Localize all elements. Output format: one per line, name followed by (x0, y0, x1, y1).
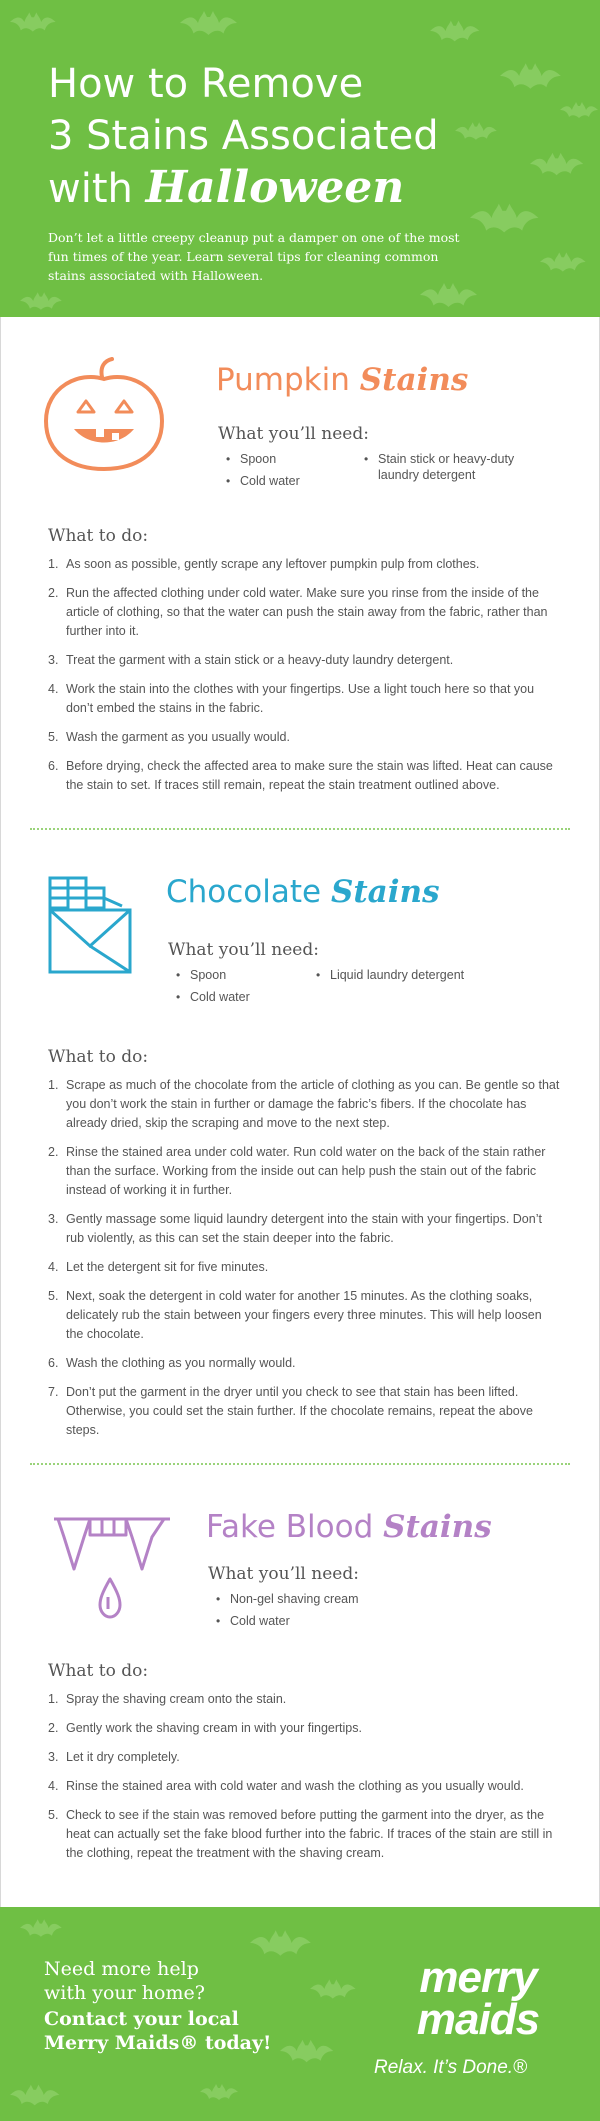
step-item: 5. Check to see if the stain was removed before putting the garment into the dryer, as the heat can actually set the fake blood further into the fabric. If traces of the stain are still in the clothing, repeat the treatment with the shaving cream. (48, 1808, 553, 1860)
step-item: 6. Before drying, check the affected area to make sure the stain was lifted. Heat can cause the stain to set. If traces still remain, repeat the stain treatment outlined above. (48, 759, 553, 792)
pumpkin-title (216, 362, 468, 398)
list-item: • Non-gel shaving cream (216, 1591, 416, 1607)
blood-steps (48, 1690, 560, 1873)
pumpkin-icon (34, 357, 174, 477)
step-item: 5. Wash the garment as you usually would. (48, 730, 290, 744)
list-item: • Cold water (226, 473, 356, 489)
logo-merry: merry (419, 1953, 537, 2002)
list-item: • Liquid laundry detergent (316, 967, 516, 983)
title-line-2: 3 Stains Associated (48, 113, 439, 159)
pumpkin-need-label: What you’ll need: (218, 424, 369, 444)
logo-maids: maids (416, 1995, 540, 2044)
step-item: 2. Gently work the shaving cream in with your fingertips. (48, 1721, 362, 1735)
step-item: 2. Rinse the stained area under cold water. Run cold water on the back of the stain rather than the surface. Working from the inside out can help push the stain out of the fabric instead of working it in further. (48, 1145, 546, 1197)
chocolate-title-script: Stains (330, 874, 440, 910)
chocolate-bar-icon (46, 876, 136, 976)
chocolate-todo-label: What to do: (48, 1047, 149, 1067)
list-item: • Cold water (176, 989, 306, 1005)
footer-question-line-2: with your home? (44, 1982, 205, 2004)
step-item: 7. Don’t put the garment in the dryer until you check to see that stain has been lifted. Otherwise, you could set the stain further. If the chocolate remains, repeat the above steps. (48, 1385, 533, 1437)
list-item: • Spoon (176, 967, 306, 983)
chocolate-need-list-1 (176, 967, 306, 1011)
page-title (48, 58, 439, 215)
pumpkin-todo-label: What to do: (48, 526, 149, 546)
title-line-3: with (48, 166, 146, 212)
pumpkin-title-script: Stains (359, 362, 469, 398)
step-item: 6. Wash the clothing as you normally would. (48, 1356, 296, 1370)
blood-title-script: Stains (383, 1509, 492, 1545)
blood-todo-label: What to do: (48, 1661, 149, 1681)
footer-contact[interactable] (44, 2007, 271, 2055)
list-item: • Spoon (226, 451, 356, 467)
footer-question-line-1: Need more help (44, 1958, 199, 1980)
step-item: 3. Gently massage some liquid laundry detergent into the stain with your fingertips. Don’t rub violently, as this can set the stain deeper into the fabric. (48, 1212, 542, 1245)
footer-question (44, 1957, 205, 2005)
step-item: 1. As soon as possible, gently scrape any leftover pumpkin pulp from clothes. (48, 557, 480, 571)
chocolate-section (0, 830, 600, 1460)
pumpkin-title-plain: Pumpkin (216, 362, 360, 398)
footer-contact-line-2: Merry Maids® today! (44, 2032, 272, 2054)
list-item: • Cold water (216, 1613, 416, 1629)
blood-need-list-1 (216, 1591, 416, 1635)
blood-need-label: What you’ll need: (208, 1564, 359, 1584)
footer-contact-line-1: Contact your local (44, 2008, 239, 2030)
step-item: 1. Scrape as much of the chocolate from the article of clothing as you can. Be gentle so that you don’t work the stain in further or damage the fabric’s fibers. If the chocolate has already dried, skip the scraping and move to the next step. (48, 1078, 560, 1130)
step-item: 4. Let the detergent sit for five minutes. (48, 1260, 269, 1274)
step-item: 3. Treat the garment with a stain stick or a heavy-duty laundry detergent. (48, 653, 454, 667)
title-halloween: Halloween (145, 162, 405, 213)
blood-section (0, 1465, 600, 1905)
chocolate-need-label: What you’ll need: (168, 940, 319, 960)
chocolate-title-plain: Chocolate (166, 874, 331, 910)
pumpkin-steps (48, 555, 560, 805)
step-item: 1. Spray the shaving cream onto the stain. (48, 1692, 287, 1706)
step-item: 5. Next, soak the detergent in cold water for another 15 minutes. As the clothing soaks, delicately rub the stain between your fingers every three minutes. This will help loosen the chocolate. (48, 1289, 542, 1341)
pumpkin-need-list-1 (226, 451, 356, 495)
intro-text: Don’t let a little creepy cleanup put a damper on one of the most fun times of the year. Learn several tips for cleaning common stains associated with Halloween. (48, 230, 460, 283)
step-item: 2. Run the affected clothing under cold water. Make sure you rinse from the inside of the article of clothing, so that the water can push the stain away from the fabric, rather than further into it. (48, 586, 548, 638)
chocolate-steps (48, 1076, 560, 1450)
chocolate-need-list-2 (316, 967, 516, 989)
blood-title (206, 1509, 492, 1545)
pumpkin-section (0, 317, 600, 827)
pumpkin-need-list-2 (364, 451, 534, 489)
tagline: Relax. It’s Done.® (374, 2057, 528, 2078)
vampire-fangs-icon (52, 1517, 172, 1627)
step-item: 4. Rinse the stained area with cold water and wash the clothing as you usually would. (48, 1779, 524, 1793)
chocolate-title (166, 874, 440, 910)
list-item: • Stain stick or heavy-duty laundry detergent (364, 451, 534, 483)
title-line-1: How to Remove (48, 61, 364, 107)
blood-title-plain: Fake Blood (206, 1509, 384, 1545)
step-item: 3. Let it dry completely. (48, 1750, 180, 1764)
step-item: 4. Work the stain into the clothes with your fingertips. Use a light touch here so that you don’t embed the stains in the fabric. (48, 682, 535, 715)
footer-banner (0, 1907, 600, 2121)
header-banner (0, 0, 600, 317)
merry-maids-logo[interactable] (378, 1953, 578, 2044)
